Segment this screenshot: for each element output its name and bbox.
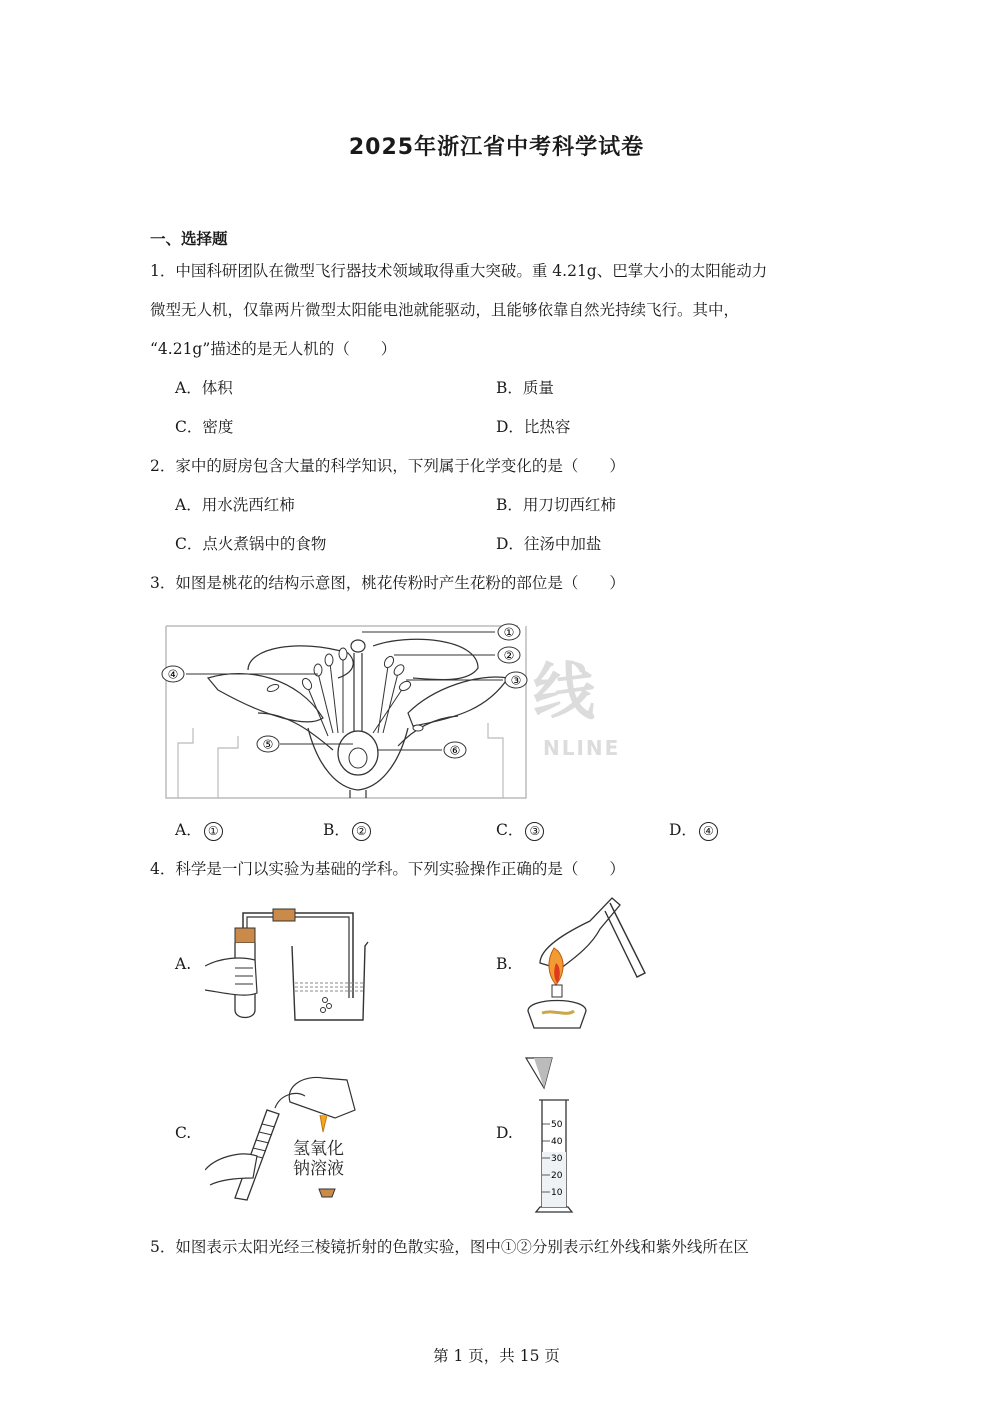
d-tick-30: 30: [551, 1154, 563, 1164]
q4-option-d-letter[interactable]: D.: [496, 1124, 513, 1142]
q3-option-a-mark: ①: [204, 822, 223, 841]
q3-option-b-letter: B．: [323, 821, 350, 839]
q3-option-c-letter: C．: [496, 821, 524, 839]
d-tick-40: 40: [551, 1137, 563, 1147]
q3-option-a-letter: A．: [175, 821, 202, 839]
label-5: [257, 736, 279, 752]
q4-figure-b-heating-tube: [520, 893, 650, 1038]
label-3-text: ③: [510, 673, 522, 688]
d-tick-50: 50: [551, 1120, 563, 1130]
q3-stem: 3．如图是桃花的结构示意图，桃花传粉时产生花粉的部位是（ ）: [150, 574, 625, 592]
label-1-text: ①: [503, 625, 515, 640]
c-label-line-2: 钠溶液: [293, 1159, 344, 1179]
q4-figure-a-airtightness-check: [205, 898, 370, 1028]
q1-stem-line-1: 1．中国科研团队在微型飞行器技术领域取得重大突破。重 4.21g、巴掌大小的太阳能动力: [150, 262, 768, 280]
watermark-sub: NLINE: [543, 736, 621, 760]
q1-stem-line-2: 微型无人机，仅靠两片微型太阳能电池就能驱动，且能够依靠自然光持续飞行。其中，: [150, 301, 740, 319]
q1-option-d[interactable]: D．比热容: [496, 418, 571, 436]
label-6: [444, 742, 466, 758]
q3-option-a[interactable]: [175, 818, 223, 841]
watermark-text: 线: [533, 655, 596, 728]
q3-option-c[interactable]: [496, 818, 544, 841]
q1-option-c[interactable]: C．密度: [175, 418, 234, 436]
d-tick-20: 20: [551, 1171, 563, 1181]
c-label-line-1: 氢氧化: [293, 1139, 344, 1159]
page-footer: 第 1 页，共 15 页: [433, 1347, 560, 1365]
q4-figure-c-pouring-solution: [205, 1060, 365, 1205]
section-heading: 一、选择题: [150, 230, 228, 248]
q3-option-b-mark: ②: [352, 822, 371, 841]
q3-option-c-mark: ③: [525, 822, 544, 841]
q4-figure-d-graduated-cylinder: [522, 1052, 582, 1217]
q3-option-b[interactable]: [323, 818, 371, 841]
label-4-text: ④: [167, 667, 179, 682]
q1-option-a[interactable]: A．体积: [175, 379, 233, 397]
q3-option-d[interactable]: [669, 818, 718, 841]
peach-flower-figure: [158, 618, 628, 803]
q2-option-d[interactable]: D．往汤中加盐: [496, 535, 602, 553]
d-tick-10: 10: [551, 1188, 563, 1198]
label-4: [162, 666, 184, 682]
label-3: [505, 672, 527, 688]
q2-option-b[interactable]: B．用刀切西红柿: [496, 496, 616, 514]
q3-option-d-letter: D．: [669, 821, 697, 839]
label-2: [498, 647, 520, 663]
q2-option-a[interactable]: A．用水洗西红柿: [175, 496, 295, 514]
label-1: [498, 624, 520, 640]
q4-stem: 4．科学是一门以实验为基础的学科。下列实验操作正确的是（ ）: [150, 860, 625, 878]
label-5-text: ⑤: [262, 737, 274, 752]
q1-option-b[interactable]: B．质量: [496, 379, 554, 397]
page-title: 2025年浙江省中考科学试卷: [348, 135, 645, 160]
q2-stem: 2．家中的厨房包含大量的科学知识，下列属于化学变化的是（ ）: [150, 457, 625, 475]
q4-option-a-letter[interactable]: A.: [175, 955, 192, 973]
q5-stem: 5．如图表示太阳光经三棱镜折射的色散实验，图中①②分别表示红外线和紫外线所在区: [150, 1238, 749, 1256]
q4-option-c-letter[interactable]: C.: [175, 1124, 192, 1142]
q4-option-b-letter[interactable]: B.: [496, 955, 513, 973]
label-2-text: ②: [503, 648, 515, 663]
q1-stem-line-3: “4.21g”描述的是无人机的（ ）: [150, 340, 397, 358]
label-6-text: ⑥: [449, 743, 461, 758]
q3-option-d-mark: ④: [699, 822, 718, 841]
q2-option-c[interactable]: C．点火煮锅中的食物: [175, 535, 327, 553]
